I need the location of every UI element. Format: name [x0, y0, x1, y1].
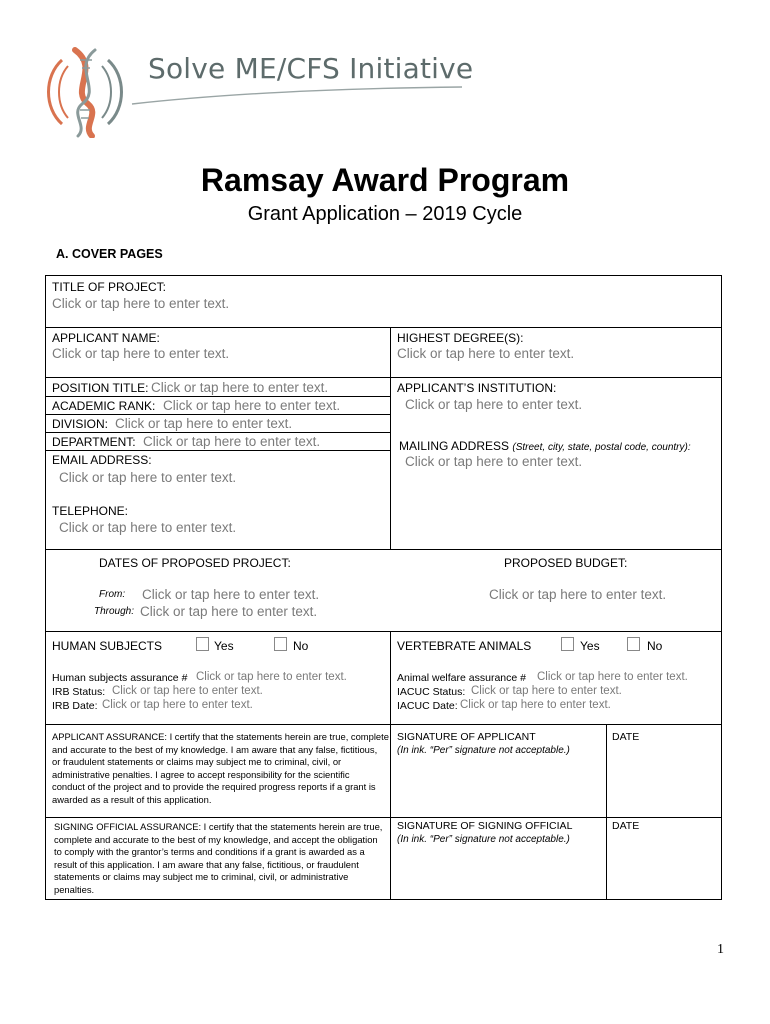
- dna-logo-icon: [42, 46, 134, 138]
- iacuc-status-field[interactable]: Click or tap here to enter text.: [471, 685, 622, 697]
- telephone-field[interactable]: Click or tap here to enter text.: [59, 520, 237, 535]
- signature-official-label: SIGNATURE OF SIGNING OFFICIAL: [397, 820, 573, 832]
- signature-applicant-label: SIGNATURE OF APPLICANT: [397, 731, 536, 743]
- vertebrate-yes-label: Yes: [580, 639, 600, 653]
- iacuc-date-field[interactable]: Click or tap here to enter text.: [460, 699, 611, 711]
- logo-swoosh: [130, 84, 465, 108]
- iacuc-date-label: IACUC Date:: [397, 700, 458, 712]
- signature-official-note: (In ink. “Per” signature not acceptable.): [397, 834, 570, 845]
- page-number: 1: [717, 942, 724, 957]
- mailing-address-label: MAILING ADDRESS (Street, city, state, postal code, country):: [399, 439, 691, 453]
- page-subtitle: Grant Application – 2019 Cycle: [247, 203, 523, 225]
- vertebrate-yes-checkbox[interactable]: [561, 637, 574, 651]
- human-subjects-yes-checkbox[interactable]: [196, 637, 209, 651]
- applicant-name-label: APPLICANT NAME:: [52, 331, 160, 345]
- section-heading: A. COVER PAGES: [56, 247, 163, 261]
- telephone-label: TELEPHONE:: [52, 504, 129, 518]
- department-label: DEPARTMENT:: [52, 435, 136, 449]
- human-subjects-yes-label: Yes: [214, 639, 234, 653]
- budget-label: PROPOSED BUDGET:: [504, 556, 628, 570]
- position-title-label: POSITION TITLE:: [52, 381, 149, 395]
- position-title-field[interactable]: Click or tap here to enter text.: [151, 380, 329, 395]
- logo-text: Solve ME/CFS Initiative: [148, 52, 474, 85]
- aw-assurance-label: Animal welfare assurance #: [397, 672, 526, 684]
- budget-field[interactable]: Click or tap here to enter text.: [489, 587, 667, 602]
- email-label: EMAIL ADDRESS:: [52, 453, 152, 467]
- division-field[interactable]: Click or tap here to enter text.: [115, 416, 293, 431]
- email-field[interactable]: Click or tap here to enter text.: [59, 470, 237, 485]
- page-title: Ramsay Award Program: [200, 162, 570, 198]
- irb-status-label: IRB Status:: [52, 686, 106, 698]
- from-label: From:: [99, 589, 126, 600]
- institution-label: APPLICANT’S INSTITUTION:: [397, 381, 557, 395]
- department-field[interactable]: Click or tap here to enter text.: [143, 434, 321, 449]
- vertebrate-no-label: No: [647, 639, 663, 653]
- applicant-date-label: DATE: [612, 731, 640, 743]
- through-field[interactable]: Click or tap here to enter text.: [140, 604, 318, 619]
- mailing-address-hint: (Street, city, state, postal code, country):: [512, 442, 691, 453]
- vertebrate-animals-label: VERTEBRATE ANIMALS: [397, 639, 532, 653]
- dates-label: DATES OF PROPOSED PROJECT:: [99, 556, 291, 570]
- iacuc-status-label: IACUC Status:: [397, 686, 466, 698]
- aw-assurance-field[interactable]: Click or tap here to enter text.: [537, 671, 688, 683]
- hs-assurance-label: Human subjects assurance #: [52, 672, 188, 684]
- irb-date-field[interactable]: Click or tap here to enter text.: [102, 699, 253, 711]
- through-label: Through:: [94, 606, 135, 617]
- title-of-project-label: TITLE OF PROJECT:: [52, 280, 167, 294]
- irb-date-label: IRB Date:: [52, 700, 98, 712]
- highest-degree-field[interactable]: Click or tap here to enter text.: [397, 346, 575, 361]
- academic-rank-field[interactable]: Click or tap here to enter text.: [163, 398, 341, 413]
- title-of-project-field[interactable]: Click or tap here to enter text.: [52, 296, 230, 311]
- human-subjects-no-checkbox[interactable]: [274, 637, 287, 651]
- signing-official-assurance-text: SIGNING OFFICIAL ASSURANCE: I certify that the statements herein are true, complete and accurate to the best of my knowledge, and accept the obligation to comply with the grantor’s terms and conditions if a grant is awarded as a result of this application. I am aware that any false, fictitious, or fraudulent statements or claims may subject me to criminal, civil, or administrative penalties.: [54, 821, 383, 895]
- applicant-name-field[interactable]: Click or tap here to enter text.: [52, 346, 230, 361]
- signature-applicant-note: (In ink. “Per” signature not acceptable.): [397, 745, 570, 756]
- mailing-address-field[interactable]: Click or tap here to enter text.: [405, 454, 583, 469]
- cover-page-form: [45, 275, 722, 900]
- human-subjects-no-label: No: [293, 639, 309, 653]
- from-field[interactable]: Click or tap here to enter text.: [142, 587, 320, 602]
- official-date-label: DATE: [612, 820, 640, 832]
- division-label: DIVISION:: [52, 417, 109, 431]
- applicant-assurance-text: APPLICANT ASSURANCE: I certify that the statements herein are true, complete and accurate to the best of my knowledge. I am aware that any false, fictitious, or fraudulent statements or claims may subject me to criminal, civil, or administrative penalties. I agree to accept responsibility for the scientific conduct of the project and to provide the required progress reports if a grant is awarded as a result of this application.: [52, 731, 389, 805]
- irb-status-field[interactable]: Click or tap here to enter text.: [112, 685, 263, 697]
- institution-field[interactable]: Click or tap here to enter text.: [405, 397, 583, 412]
- highest-degree-label: HIGHEST DEGREE(S):: [397, 331, 524, 345]
- hs-assurance-field[interactable]: Click or tap here to enter text.: [196, 671, 347, 683]
- human-subjects-label: HUMAN SUBJECTS: [52, 639, 163, 653]
- vertebrate-no-checkbox[interactable]: [627, 637, 640, 651]
- academic-rank-label: ACADEMIC RANK:: [52, 399, 156, 413]
